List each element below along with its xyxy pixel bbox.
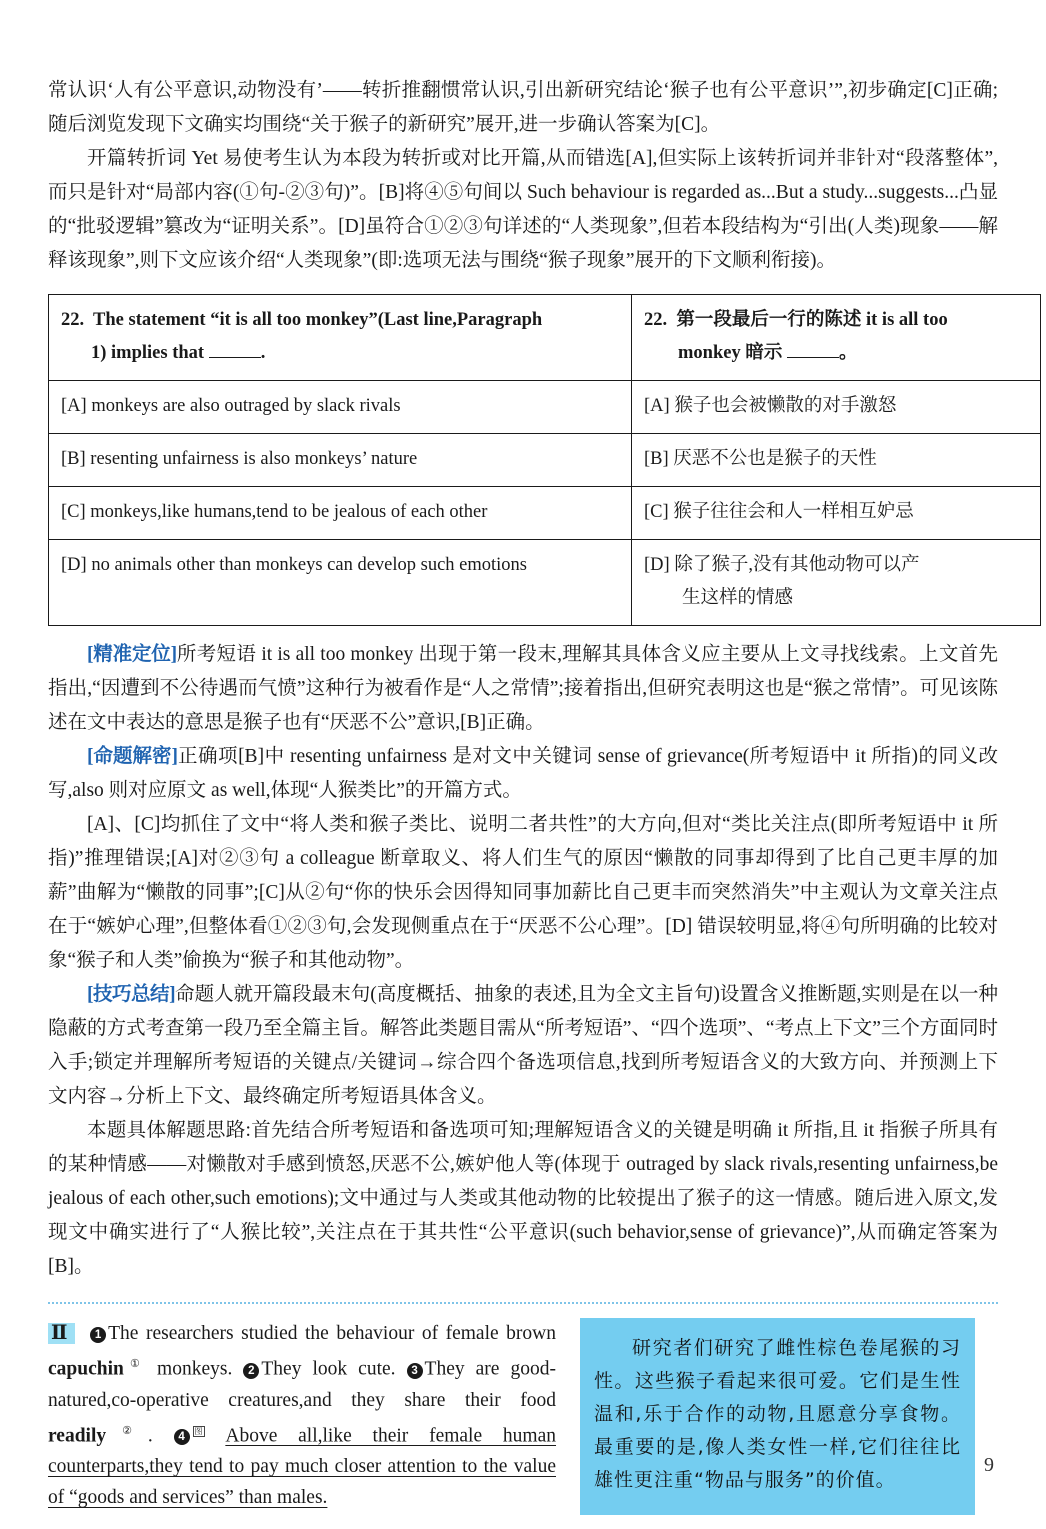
explanation-body-skill-summary: 命题人就开篇段最末句(高度概括、抽象的表述,且为全文主旨句)设置含义推断题,实则是在以一种隐蔽的方式考查第一段乃至全篇主旨。解答此类题目需从“所考短语”、“四个选项”、“考点上下文”三个方面同时入手;锁定并理解所考短语的关键点/关键词→综合四个备选项信息,找到所考短语含义的大致方向、并预测上下文内容→分析上下文、最终确定所考短语具体含义。 [48,984,998,1107]
option-d-tag-cn: [D] [644,555,670,575]
option-d-cn [632,540,1041,626]
passage-sentence-3b: . [147,1425,174,1446]
option-d-text-en: no animals other than monkeys can develop such emotions [91,555,527,575]
question-number-en: 22. [61,310,85,330]
explanation-distractor-analysis: [A]、[C]均抓住了文中“将人类和猴子类比、说明二者共性”的大方向,但对“类比关注点(即所考短语中 it 所指)”推理错误;[A]对②③句 a colleague 断章取义、将人们生气的原因“懒散的同事却得到了比自己更丰厚的加薪”曲解为“懒散的同事”;[C]从②句“你的快乐会因得知同事加薪比自己更丰而突然消失”中主观认为文章关注点在于“嫉妒心理”,但整体看①②③句,会发现侧重点在于“厌恶不公心理”。[D] 错误较明显,将④句所明确的比较对象“猴子和人类”偷换为“猴子和其他动物”。 [48,814,998,971]
option-a-tag-en: [A] [61,396,87,416]
page-content [48,74,998,1515]
diagram-reference-icon: 图 [194,1426,203,1436]
explanation-body-question-decoding: 正确项[B]中 resenting unfairness 是对文中关键词 sense of grievance(所考短语中 it 所指)的同义改写,also 则对应原文 as well,体现“人猴类比”的开篇方式。 [48,746,998,801]
passage-and-translation [48,1318,998,1515]
explanation-precise-location [48,638,998,740]
sentence-number-3: 3 [407,1363,423,1379]
question-stem-en-line2-pre: 1) implies that [91,343,205,363]
option-c-text-en: monkeys,like humans,tend to be jealous of each other [90,502,488,522]
option-c-cn [632,487,1041,540]
footnote-marker-2: ② [106,1424,148,1437]
question-number-cn: 22. [644,310,668,330]
answer-blank-en [209,340,261,358]
option-b-tag-en: [B] [61,449,86,469]
sentence-number-1: 1 [90,1327,106,1343]
option-d-en [49,540,632,626]
question-stem-cn-line2 [644,337,1030,370]
explanation-body-precise-location: 所考短语 it is all too monkey 出现于第一段末,理解其具体含义应主要从上文寻找线索。上文首先指出,“因遭到不公待遇而气愤”这种行为被看作是“人之常情”;接着指出,但研究表明这也是“猴之常情”。可见该陈述在文中表达的意思是猴子也有“厌恶不公”意识,[B]正确。 [48,644,998,733]
option-c-tag-en: [C] [61,502,86,522]
question-stem-en [49,295,632,381]
option-b-text-cn: 厌恶不公也是猴子的天性 [673,449,877,469]
explanation-label-skill-summary: [技巧总结] [87,984,176,1005]
option-b-text-en: resenting unfairness is also monkeys’ nature [90,449,418,469]
analysis-paragraph-1: 常认识‘人有公平意识,动物没有’——转折推翻惯常认识,引出新研究结论‘猴子也有公平意识’”,初步确定[C]正确;随后浏览发现下文确实均围绕“关于猴子的新研究”展开,进一步确认答案为[C]。 [48,80,998,135]
option-b-tag-cn: [B] [644,449,669,469]
sentence-number-4: 4 [174,1429,190,1445]
section-divider [48,1302,998,1304]
explanation-label-question-decoding: [命题解密] [87,746,178,767]
explanation-question-decoding [48,740,998,808]
footnote-marker-1: ① [123,1358,147,1370]
passage-sentence-3a: They are good-natured,co-operative creatures,and they share their food [48,1358,556,1411]
explanation-solution-approach: 本题具体解题思路:首先结合所考短语和备选项可知;理解短语含义的关键是明确 it 所指,且 it 指猴子所具有的某种情感——对懒散对手感到愤怒,厌恶不公,嫉妒他人等(体现于 outraged by slack rivals,resenting unfairness,be jealous of each other,such emotions);文中通过与人类或其他动物的比较提出了猴子的这一情感。随后进入原文,发现文中确实进行了“人猴比较”,关注点在于其共性“公平意识(such behavior,sense of grievance)”,从而确定答案为[B]。 [48,1120,998,1277]
option-a-cn [632,381,1041,434]
option-d-text-cn: 除了猴子,没有其他动物可以产 [674,555,920,575]
passage-term-readily: readily [48,1425,107,1446]
question-stem-cn-line1: 第一段最后一行的陈述 it is all too [676,310,948,330]
option-d-text-cn-line2: 生这样的情感 [682,588,794,608]
passage-sentence-1b: monkeys. [146,1358,244,1380]
question-stem-cn-line2-pre: monkey 暗示 [678,343,783,363]
table-row-option-c [49,487,1041,540]
passage-sentence-4-underlined: Above all,like their female human counterparts,they tend to pay much closer attention to the value of “goods and services” than males. [48,1425,557,1508]
option-a-en [49,381,632,434]
option-b-cn [632,434,1041,487]
explanation-skill-summary [48,978,998,1114]
analysis-paragraph-2: 开篇转折词 Yet 易使考生认为本段为转折或对比开篇,从而错选[A],但实际上该转折词并非针对“段落整体”,而只是针对“局部内容(①句-②③句)”。[B]将④⑤句间以 Such behaviour is regarded as...But a study...suggests...凸显的“批驳逻辑”篡改为“证明关系”。[D]虽符合①②③句详述的“人类现象”,但若本段结构为“引出(人类)现象——解释该现象”,则下文应该介绍“人类现象”(即:选项无法与围绕“猴子现象”展开的下文顺利衔接)。 [48,148,998,271]
table-row-option-d [49,540,1041,626]
question-stem-cn [632,295,1041,381]
question-stem-cn-line2-post: 。 [838,343,858,363]
option-c-text-cn: 猴子往往会和人一样相互妒忌 [673,502,914,522]
explanation-label-precise-location: [精准定位] [87,644,177,665]
question-stem-en-line1: The statement “it is all too monkey”(Last line,Paragraph [93,310,543,330]
option-c-en [49,487,632,540]
passage-term-capuchin: capuchin [48,1358,124,1380]
question-stem-en-line2-post: . [260,343,266,363]
answer-blank-cn [787,340,839,358]
table-row-option-b [49,434,1041,487]
question-options-table [48,294,1041,626]
question-stem-en-line2 [61,337,621,370]
page-number: 9 [984,1454,994,1476]
option-a-tag-cn: [A] [644,396,670,416]
passage-sentence-2: They look cute. [261,1358,407,1380]
option-b-en [49,434,632,487]
table-row-stem [49,295,1041,381]
passage-sentence-1a: The researchers studied the behaviour of female brown [108,1323,556,1344]
chinese-translation-box [580,1318,975,1515]
chinese-translation-text: 研究者们研究了雌性棕色卷尾猴的习性。这些猴子看起来很可爱。它们是生性温和,乐于合作的动物,且愿意分享食物。最重要的是,像人类女性一样,它们往往比雄性更注重“物品与服务”的价值。 [594,1337,961,1491]
option-a-text-en: monkeys are also outraged by slack rivals [91,396,401,416]
option-c-tag-cn: [C] [644,502,669,522]
table-row-option-a [49,381,1041,434]
option-a-text-cn: 猴子也会被懒散的对手激怒 [674,396,897,416]
section-marker: Ⅱ [48,1323,75,1344]
english-passage [48,1318,556,1513]
option-d-tag-en: [D] [61,555,87,575]
sentence-number-2: 2 [243,1363,259,1379]
